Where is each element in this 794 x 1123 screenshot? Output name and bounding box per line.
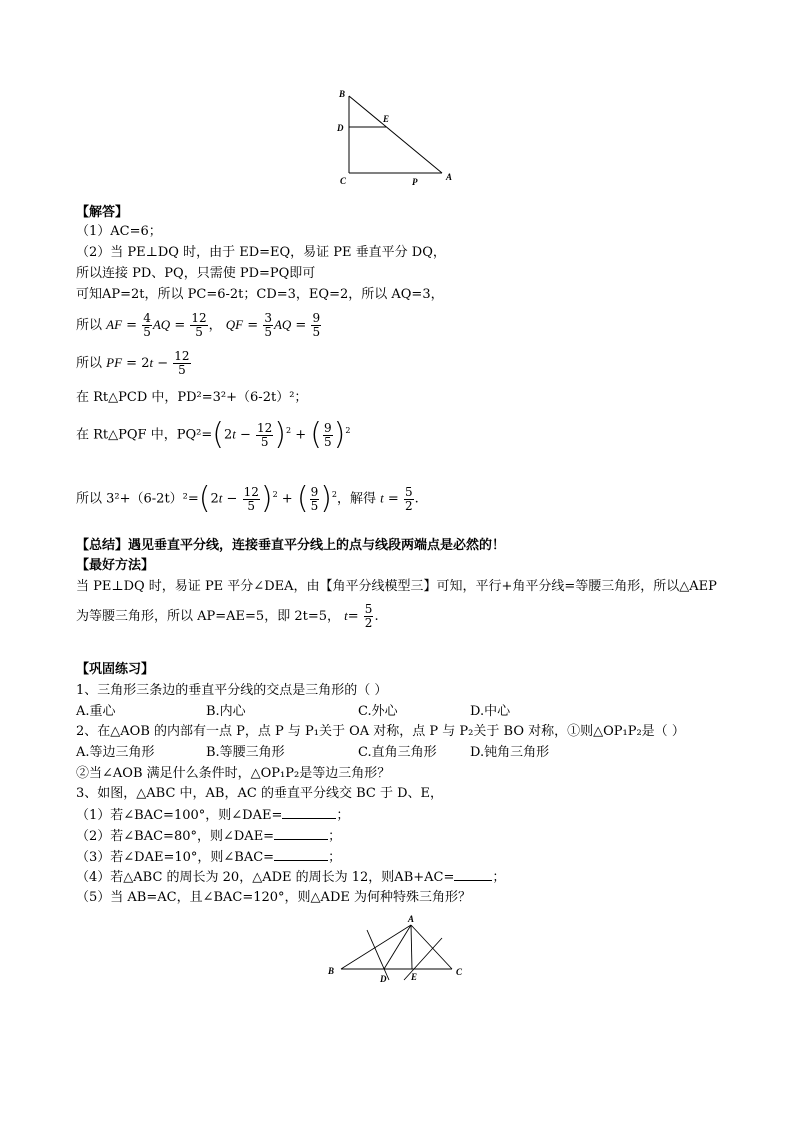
question-3: 3、如图，△ABC 中，AB，AC 的垂直平分线交 BC 于 D、E，: [76, 786, 443, 801]
method-header: 【最好方法】: [76, 558, 155, 573]
label-b: B: [328, 966, 335, 976]
label-c: C: [456, 967, 463, 977]
solution-line-3: 所以连接 PD、PQ，只需使 PD=PQ即可: [76, 266, 316, 281]
question-2: 2、在△AOB 的内部有一点 P，点 P 与 P₁关于 OA 对称，点 P 与 P₂关于 BO 对称，①则△OP₁P₂是（ ）: [76, 724, 685, 739]
label-d: D: [337, 123, 344, 133]
solution-line-2: （2）当 PE⊥DQ 时，由于 ED=EQ，易证 PE 垂直平分 DQ，: [76, 245, 446, 260]
question-3-4: （4）若△ABC 的周长为 20，△ADE 的周长为 12，则AB+AC= ；: [76, 870, 506, 885]
question-1: 1、三角形三条边的垂直平分线的交点是三角形的（ ）: [76, 683, 388, 698]
solution-header: 【解答】: [76, 205, 129, 220]
question-2-part-2: ②当∠AOB 满足什么条件时，△OP₁P₂是等边三角形？: [76, 766, 391, 781]
answer-blank: [282, 807, 336, 819]
option-d: D.中心: [470, 704, 511, 719]
solution-line-7: 在 Rt△PCD 中，PD²=3²+（6-2t）²；: [76, 390, 308, 405]
summary-text: 【总结】遇见垂直平分线，连接垂直平分线上的点与线段两端点是必然的！: [76, 538, 506, 553]
question-3-3: （3）若∠DAE=10°，则∠BAC= ；: [76, 850, 342, 865]
label-b: B: [339, 89, 346, 99]
option-c: C.外心: [358, 704, 398, 719]
label-d: D: [380, 974, 387, 984]
method-line-1: 当 PE⊥DQ 时，易证 PE 平分∠DEA，由【角平分线模型三】可知，平行+角平分线=等腰三角形，所以△AEP: [76, 579, 717, 594]
question-3-1: （1）若∠BAC=100°，则∠DAE= ；: [76, 808, 350, 823]
option-a: A.重心: [76, 704, 116, 719]
option-c: C.直角三角形: [358, 745, 437, 760]
label-e: E: [411, 972, 418, 982]
solution-line-8: 在 Rt△PQF 中，PQ²=(2t − $\frac{12}{5}$ )$^2$ + ( $\frac{9}{5}$ )$^2$: [76, 417, 351, 452]
solution-line-1: （1）AC=6；: [76, 224, 162, 239]
answer-blank: [274, 849, 328, 861]
question-3-5: （5）当 AB=AC，且∠BAC=120°，则△ADE 为何种特殊三角形？: [76, 890, 471, 905]
label-e: E: [383, 114, 390, 124]
solution-line-5: 所以 AF = $\frac{4}{5}$ AQ = $\frac{12}{5}$ ， QF = $\frac{3}{5}$ AQ = $\frac{9}{5}$: [76, 311, 321, 339]
solution-line-9: 所以 3²+（6-2t）²=(2t − $\frac{12}{5}$ )$^2$ + ( $\frac{9}{5}$ )$^2$，解得 t = $\frac{5}{2}$ .: [76, 481, 419, 516]
solution-line-6: 所以 PF = 2t − $\frac{12}{5}$: [76, 349, 190, 377]
label-a: A: [408, 914, 415, 924]
option-b: B.等腰三角形: [206, 745, 285, 760]
solution-line-4: 可知AP=2t，所以 PC=6-2t；CD=3，EQ=2，所以 AQ=3，: [76, 287, 444, 302]
option-a: A.等边三角形: [76, 745, 155, 760]
method-line-2: 为等腰三角形，所以 AP=AE=5，即 2t=5， t= $\frac{5}{2}$ .: [76, 602, 379, 630]
option-d: D.钝角三角形: [470, 745, 550, 760]
triangle-figure-1: [330, 84, 460, 192]
question-3-2: （2）若∠BAC=80°，则∠DAE= ；: [76, 829, 342, 844]
option-b: B.内心: [206, 704, 246, 719]
answer-blank: [274, 828, 328, 840]
label-p: P: [412, 177, 418, 187]
label-a: A: [446, 172, 453, 182]
triangle-figure-2: [322, 912, 472, 988]
answer-blank: [454, 869, 492, 881]
label-c: C: [340, 176, 347, 186]
practice-header: 【巩固练习】: [76, 662, 155, 677]
